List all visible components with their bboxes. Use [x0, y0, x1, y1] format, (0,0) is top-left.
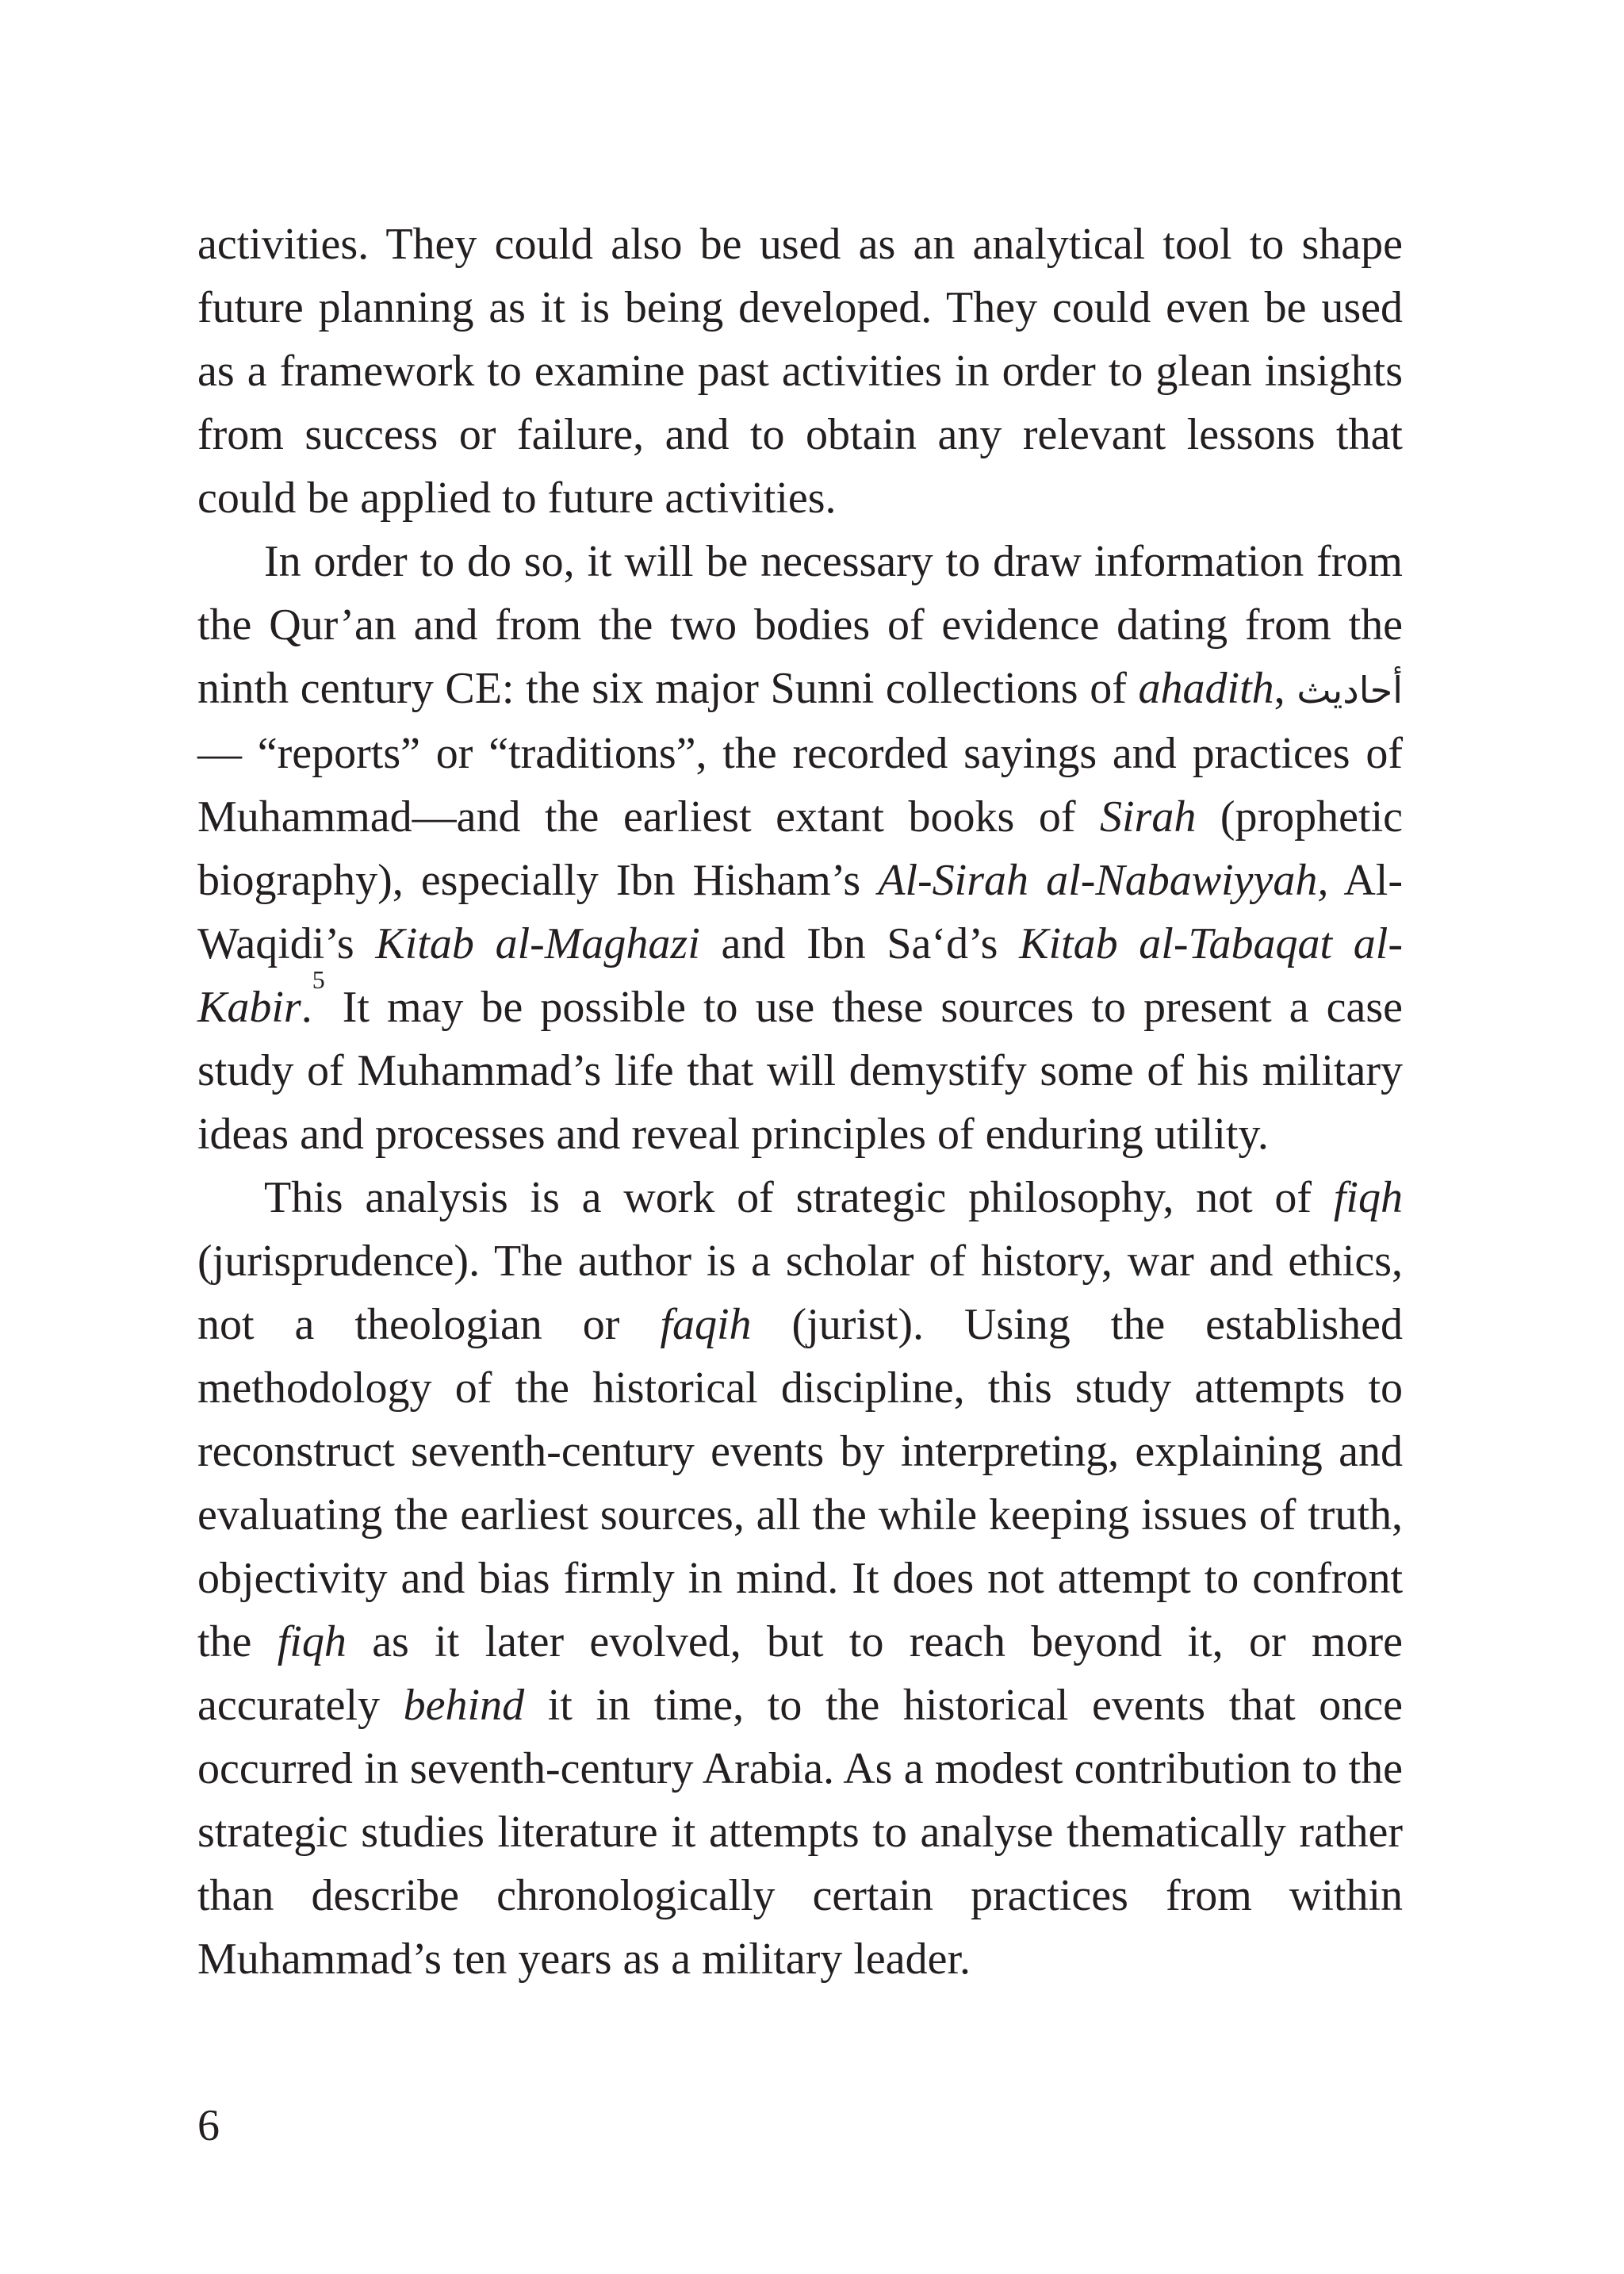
text-run: This analysis is a work of strategic philosophy, not of — [264, 1173, 1334, 1222]
text-run: In order to do so, it will be necessary to draw information from the Qur’an and from the two bodies of evidence dating from the ninth century CE: the six major Sunni collections of — [197, 537, 1403, 713]
text-run: (prophetic biography), especially Ibn Hisham’s — [197, 792, 1404, 905]
arabic-term: أحاديث — [1297, 669, 1404, 711]
text-run: (jurisprudence). The author is a scholar of history, war and ethics, not a theologian or — [197, 1237, 1403, 1349]
text-run: Al-Waqidi’s — [197, 856, 1403, 968]
italic-term: behind — [403, 1681, 525, 1730]
paragraph-2 — [197, 530, 1403, 1166]
body-text — [197, 213, 1403, 1991]
text-run: , — [1274, 664, 1297, 713]
text-run: and Ibn Sa‘d’s — [699, 919, 1020, 968]
footnote-ref: 5 — [312, 965, 325, 995]
italic-term: Al-Sirah al-Nabawiyyah, — [878, 856, 1329, 905]
italic-term: fiqh — [1333, 1173, 1403, 1222]
italic-term: Kitab al-Tabaqat al-Kabir — [197, 919, 1403, 1032]
italic-term: fiqh — [277, 1617, 347, 1666]
paragraph-1 — [197, 213, 1403, 530]
text-run: as it later evolved, but to reach beyond it, or more accurately — [197, 1617, 1403, 1730]
text-run: It may be possible to use these sources to present a case study of Muhammad’s life that will demystify some of his military ideas and processes and reveal principles of enduring utility. — [197, 983, 1403, 1159]
text-run: (jurist). Using the established methodology of the historical discipline, this study attempts to reconstruct seventh-century events by interpreting, explaining and evaluating the earliest sources, all the while keeping issues of truth, objectivity and bias firmly in mind. It does not attempt to confront the — [197, 1300, 1403, 1666]
italic-term: Sirah — [1100, 792, 1197, 842]
text-run: — “reports” or “traditions”, the recorded sayings and practices of Muhammad—and the earliest extant books of — [197, 729, 1403, 842]
italic-term: Kitab al-Maghazi — [375, 919, 700, 968]
text-run: it in time, to the historical events that once occurred in seventh-century Arabia. As a modest contribution to the strategic studies literature it attempts to analyse thematically rather than describe chronologically certain practices from within Muhammad’s ten years as a military leader. — [197, 1681, 1404, 1984]
paragraph-3 — [197, 1166, 1403, 1991]
italic-term: faqih — [660, 1300, 752, 1349]
text-run: . — [301, 983, 312, 1032]
text-run: activities. They could also be used as an analytical tool to shape future planning as it is being developed. They could even be used as a framework to examine past activities in order to glean insights from success or failure, and to obtain any relevant lessons that could be applied to future activities. — [197, 220, 1403, 523]
page-number: 6 — [197, 2101, 220, 2150]
italic-term: ahadith — [1138, 664, 1274, 713]
